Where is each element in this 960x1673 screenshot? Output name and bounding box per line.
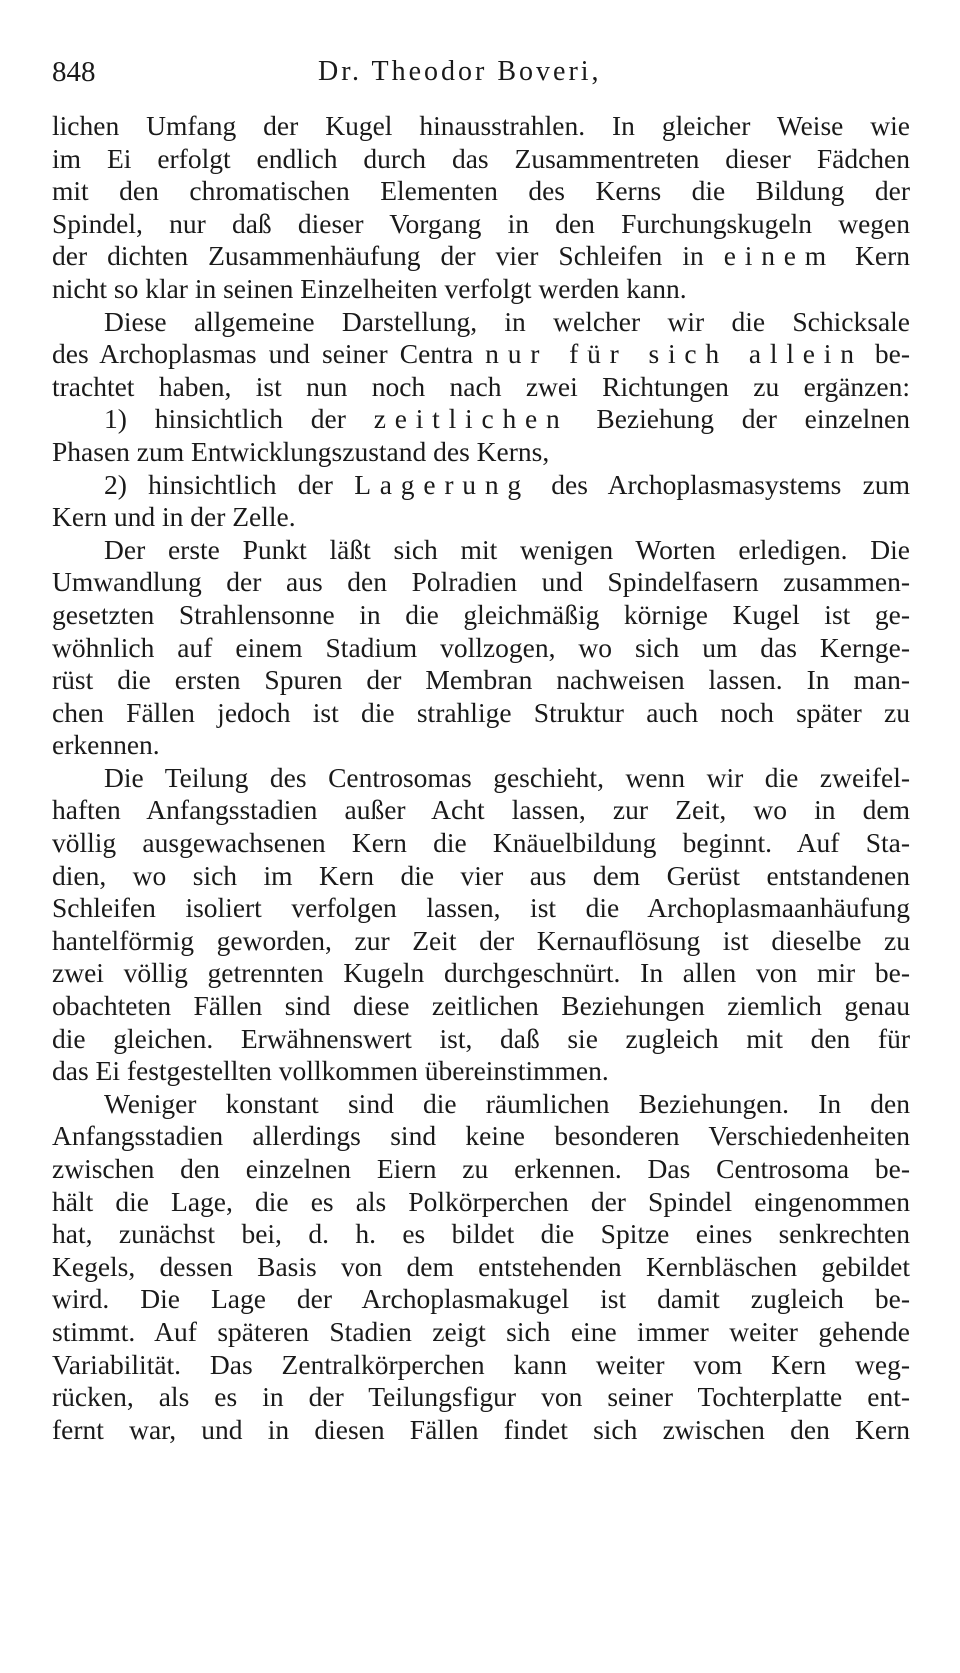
text-segment: des Archoplasmasystems zum [529, 468, 910, 500]
spaced-emphasis: zeitlichen [373, 403, 569, 435]
text-line: zwischen den einzelnen Eiern zu erkennen. Das Centrosoma be- [52, 1153, 910, 1184]
text-segment: Kern [834, 240, 910, 272]
spaced-emphasis: Lagerung [354, 468, 530, 500]
body-text [52, 110, 910, 1446]
text-line: trachtet haben, ist nun noch nach zwei Richtungen zu ergänzen: [52, 370, 910, 402]
text-line: rüst die ersten Spuren der Membran nachweisen lassen. In man- [52, 664, 910, 696]
text-line: haften Anfangsstadien außer Acht lassen, zur Zeit, wo in dem [52, 794, 910, 826]
text-line [52, 403, 910, 436]
text-line: das Ei festgestellten vollkommen übereinstimmen. [52, 1055, 609, 1087]
spaced-emphasis: nur für sich allein [485, 338, 863, 370]
text-line: Spindel, nur daß dieser Vorgang in den Furchungskugeln wegen [52, 207, 910, 239]
text-line: erkennen. [52, 729, 160, 761]
text-line [52, 240, 910, 273]
text-line: rücken, als es in der Teilungsfigur von seiner Tochterplatte ent- [52, 1381, 910, 1413]
text-line: wöhnlich auf einem Stadium vollzogen, wo sich um das Kernge- [52, 631, 910, 663]
text-line: lichen Umfang der Kugel hinausstrahlen. In gleicher Weise wie [52, 110, 910, 141]
text-line: Schleifen isoliert verfolgen lassen, ist die Archoplasmaanhäufung [52, 892, 910, 924]
text-line: hantelförmig geworden, zur Zeit der Kernauflösung ist dieselbe zu [52, 924, 910, 956]
text-line: Der erste Punkt läßt sich mit wenigen Worten erledigen. Die [104, 533, 910, 565]
text-line: Kern und in der Zelle. [52, 501, 296, 533]
text-segment: 2) hinsichtlich der [104, 468, 355, 500]
running-head: Dr. Theodor Boveri, [318, 56, 602, 87]
text-line: Anfangsstadien allerdings sind keine besonderen Verschiedenheiten [52, 1120, 910, 1152]
text-line: völlig ausgewachsenen Kern die Knäuelbildung beginnt. Auf Sta- [52, 827, 910, 859]
text-line: hält die Lage, die es als Polkörperchen der Spindel eingenommen [52, 1185, 910, 1217]
text-segment: be- [862, 338, 910, 370]
text-line: obachteten Fällen sind diese zeitlichen Beziehungen ziemlich genau [52, 990, 910, 1022]
text-line: fernt war, und in diesen Fällen findet sich zwischen den Kern [52, 1413, 910, 1445]
text-line: gesetzten Strahlensonne in die gleichmäßig körnige Kugel ist ge- [52, 598, 910, 630]
text-line [52, 338, 910, 371]
text-line: die gleichen. Erwähnenswert ist, daß sie zugleich mit den für [52, 1022, 910, 1054]
text-line: nicht so klar in seinen Einzelheiten verfolgt werden kann. [52, 272, 687, 304]
text-line: Phasen zum Entwicklungszustand des Kerns, [52, 435, 550, 467]
text-segment: 1) hinsichtlich der [104, 403, 374, 435]
text-segment: des Archoplasmas und seiner Centra [52, 338, 486, 370]
text-line: Variabilität. Das Zentralkörperchen kann weiter vom Kern weg- [52, 1348, 910, 1380]
text-line: dien, wo sich im Kern die vier aus dem Gerüst entstandenen [52, 859, 910, 891]
text-line: chen Fällen jedoch ist die strahlige Struktur auch noch später zu [52, 696, 910, 728]
text-line: Diese allgemeine Darstellung, in welcher wir die Schicksale [104, 305, 910, 337]
page-header [52, 52, 910, 92]
text-line: Weniger konstant sind die räumlichen Beziehungen. In den [104, 1087, 910, 1119]
text-segment: der dichten Zusammenhäufung der vier Schleifen in [52, 240, 724, 272]
text-line: Die Teilung des Centrosomas geschieht, wenn wir die zweifel- [104, 761, 910, 793]
text-line: mit den chromatischen Elementen des Kerns die Bildung der [52, 175, 910, 207]
text-line [52, 469, 910, 502]
text-line: Kegels, dessen Basis von dem entstehenden Kernbläschen gebildet [52, 1250, 910, 1282]
text-line: Umwandlung der aus den Polradien und Spindelfasern zusammen- [52, 566, 910, 598]
text-line: zwei völlig getrennten Kugeln durchgeschnürt. In allen von mir be- [52, 957, 910, 989]
text-line: stimmt. Auf späteren Stadien zeigt sich eine immer weiter gehende [52, 1315, 910, 1347]
text-segment: Beziehung der einzelnen [568, 403, 910, 435]
text-line: hat, zunächst bei, d. h. es bildet die Spitze eines senkrechten [52, 1218, 910, 1250]
page-number: 848 [52, 56, 96, 88]
text-line: wird. Die Lage der Archoplasmakugel ist damit zugleich be- [52, 1283, 910, 1315]
text-line: im Ei erfolgt endlich durch das Zusammentreten dieser Fädchen [52, 142, 910, 174]
spaced-emphasis: einem [723, 240, 835, 272]
